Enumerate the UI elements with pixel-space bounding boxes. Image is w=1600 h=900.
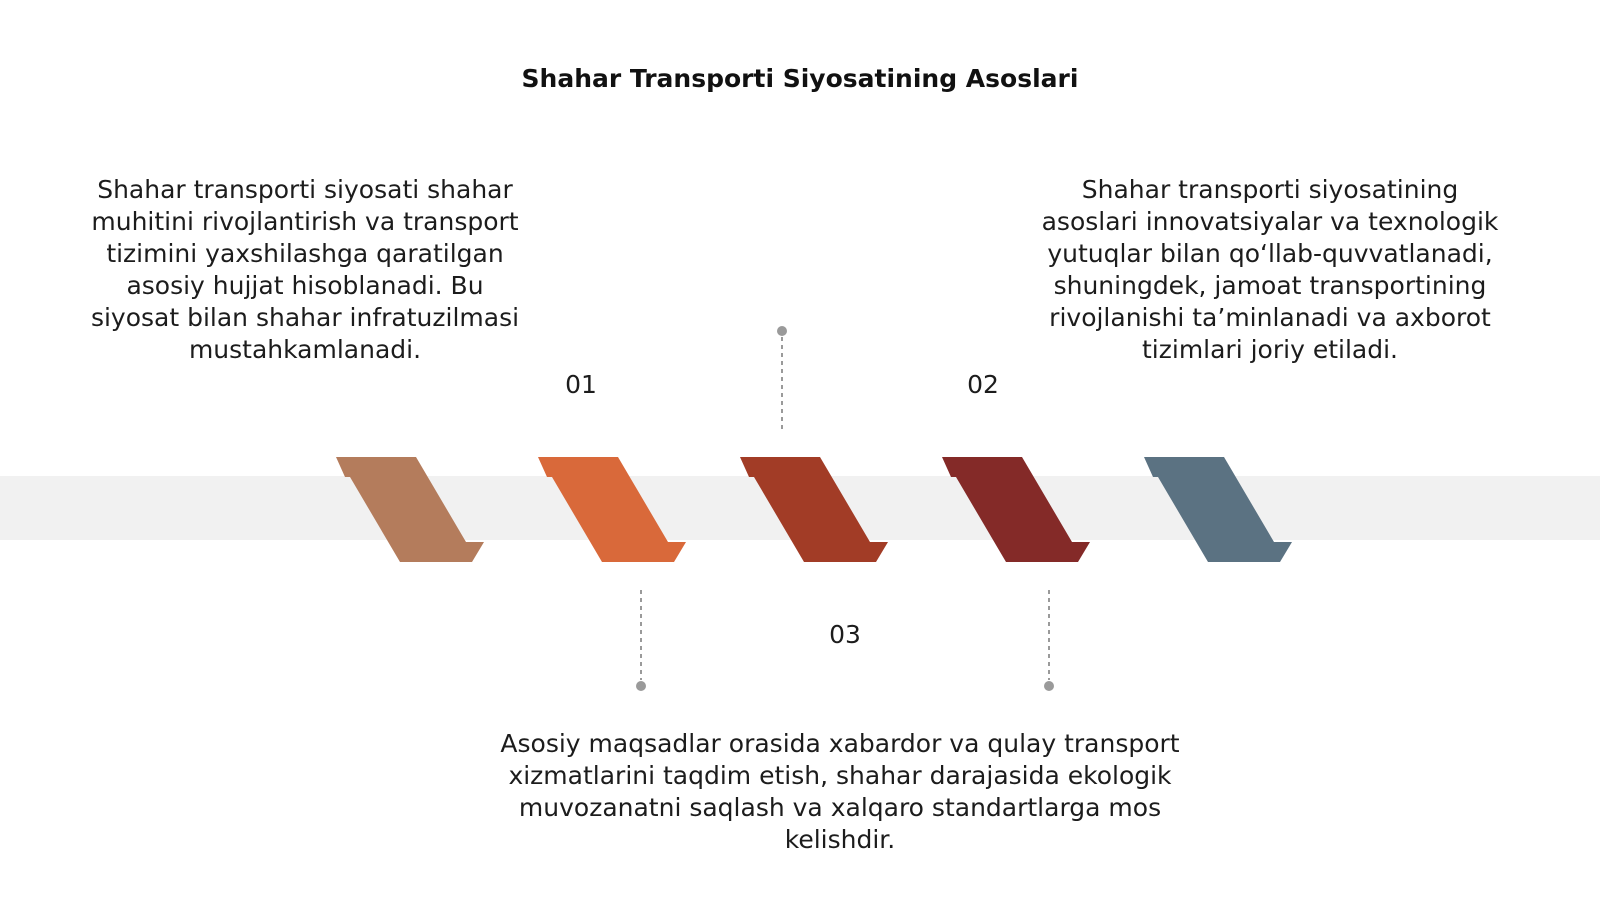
timeline-chevron-3 — [740, 457, 888, 562]
step-01-number: 01 — [565, 370, 597, 399]
timeline-chevron-5 — [1144, 457, 1292, 562]
step-02-number: 02 — [967, 370, 999, 399]
step-03-number: 03 — [829, 620, 861, 649]
connector-dot-bottom-right — [1044, 681, 1054, 691]
step-02-text: Shahar transporti siyosatining asoslari innovatsiyalar va texnologik yutuqlar bilan qo‘llab-quvvatlanadi, shuningdek, jamoat transportining rivojlanishi ta’minlanadi va axborot tizimlari joriy etiladi. — [1041, 175, 1499, 364]
step-01-text: Shahar transporti siyosati shahar muhitini rivojlantirish va transport tizimini yaxshilashga qaratilgan asosiy hujjat hisoblanadi. Bu siyosat bilan shahar infratuzilmasi mustahkamlanadi. — [90, 175, 520, 364]
step-03-text: Asosiy maqsadlar orasida xabardor va qulay transport xizmatlarini taqdim etish, shahar darajasida ekologik muvozanatni saqlash va xalqaro standartlarga mos kelishdir. — [500, 729, 1180, 854]
timeline-chevron-4 — [942, 457, 1090, 562]
connector-dot-bottom-left — [636, 681, 646, 691]
slide-title: Shahar Transporti Siyosatining Asoslari — [521, 64, 1079, 93]
timeline-chevron-2 — [538, 457, 686, 562]
connector-dot-top — [777, 326, 787, 336]
timeline-chevron-1 — [336, 457, 484, 562]
